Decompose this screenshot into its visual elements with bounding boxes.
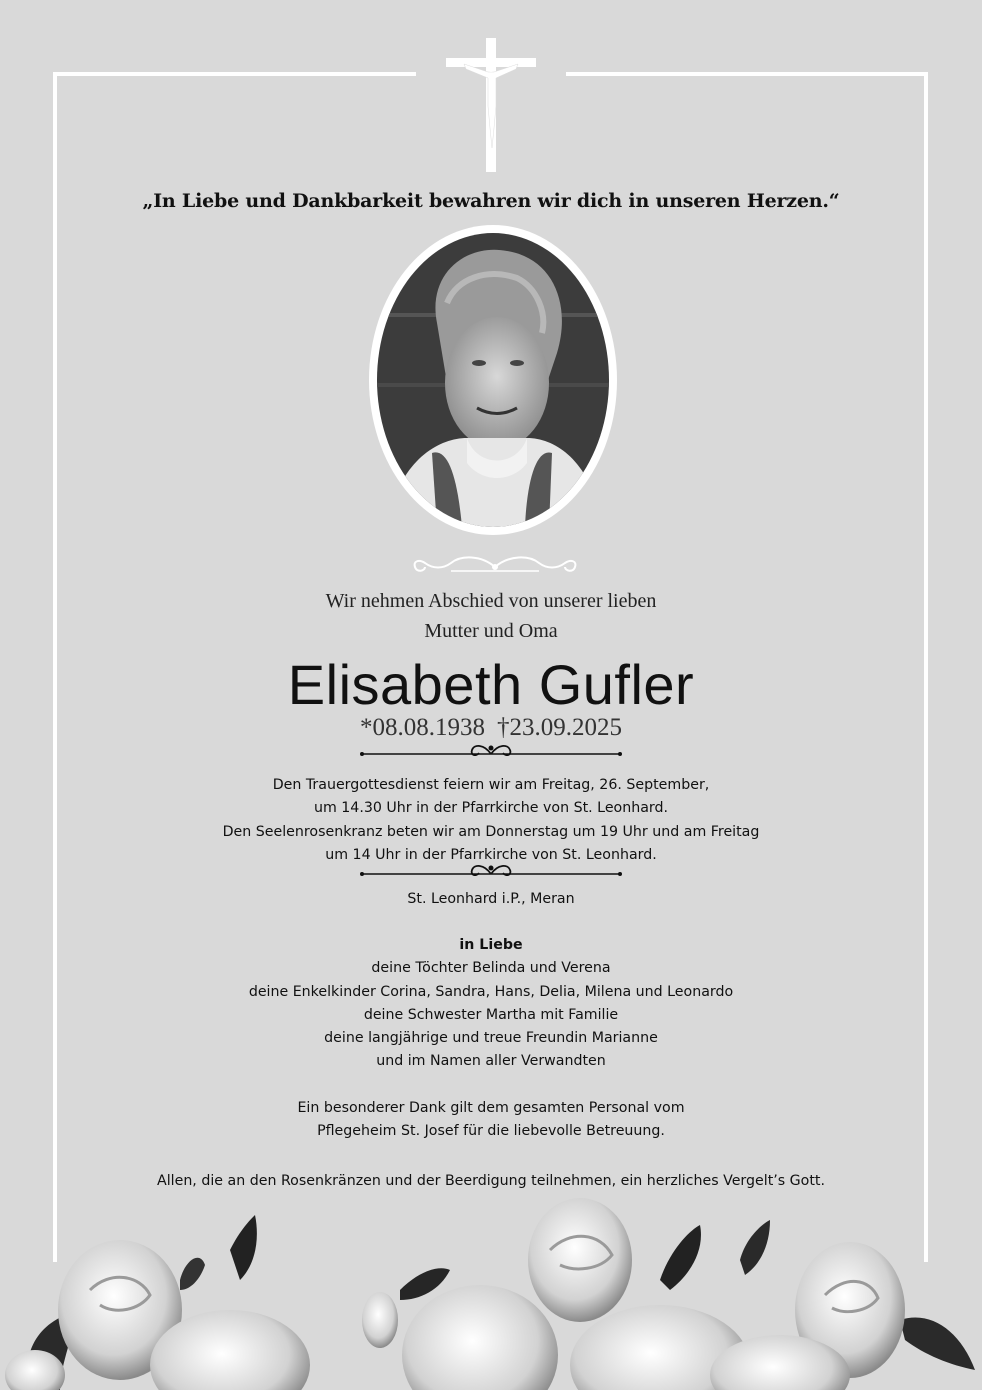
scroll-divider [358,742,624,762]
flourish-ornament [411,553,579,581]
frame-top-left [53,72,416,76]
service-line-1: Den Trauergottesdienst feiern wir am Freitag, 26. September, [272,777,710,793]
service-line-2: um 14.30 Uhr in der Pfarrkirche von St. Leonhard. [313,800,669,817]
life-dates [0,714,982,742]
memorial-quote: „In Liebe und Dankbarkeit bewahren wir dich in unseren Herzen.“ [142,190,840,212]
roses-decoration [0,1170,982,1390]
intro-line-1: Wir nehmen Abschied von unserer lieben [325,590,657,612]
family-heading: in Liebe [459,937,523,953]
family-line: deine Töchter Belinda und Verena [371,960,611,977]
frame-top-right [566,72,928,76]
thanks-text [0,1097,982,1144]
family-list [0,934,982,1074]
service-info [0,774,982,867]
intro-line-2: Mutter und Oma [424,620,558,642]
service-line-4: um 14 Uhr in der Pfarrkirche von St. Leonhard. [325,846,657,863]
closing-line: Allen, die an den Rosenkränzen und der Beerdigung teilnehmen, ein herzliches Vergelt’s Gott. [157,1173,825,1189]
thanks-line-1: Ein besonderer Dank gilt dem gesamten Personal vom [297,1100,685,1116]
family-line: deine Schwester Martha mit Familie [363,1006,619,1023]
deceased-name: Elisabeth Gufler [287,653,695,716]
service-line-3: Den Seelenrosenkranz beten wir am Donnerstag um 19 Uhr und am Freitag [222,823,760,840]
thanks-line-2: Pflegeheim St. Josef für die liebevolle Betreuung. [317,1123,665,1140]
place-line: St. Leonhard i.P., Meran [407,891,575,907]
crucifix-icon [444,36,538,172]
birth-date: *08.08.1938 [360,714,485,741]
portrait-photo [369,225,617,535]
family-line: deine langjährige und treue Freundin Marianne [324,1030,658,1047]
scroll-divider [358,862,624,882]
family-line: deine Enkelkinder Corina, Sandra, Hans, Delia, Milena und Leonardo [248,983,734,1000]
death-date: †23.09.2025 [497,714,622,741]
family-line: und im Namen aller Verwandten [376,1053,606,1070]
